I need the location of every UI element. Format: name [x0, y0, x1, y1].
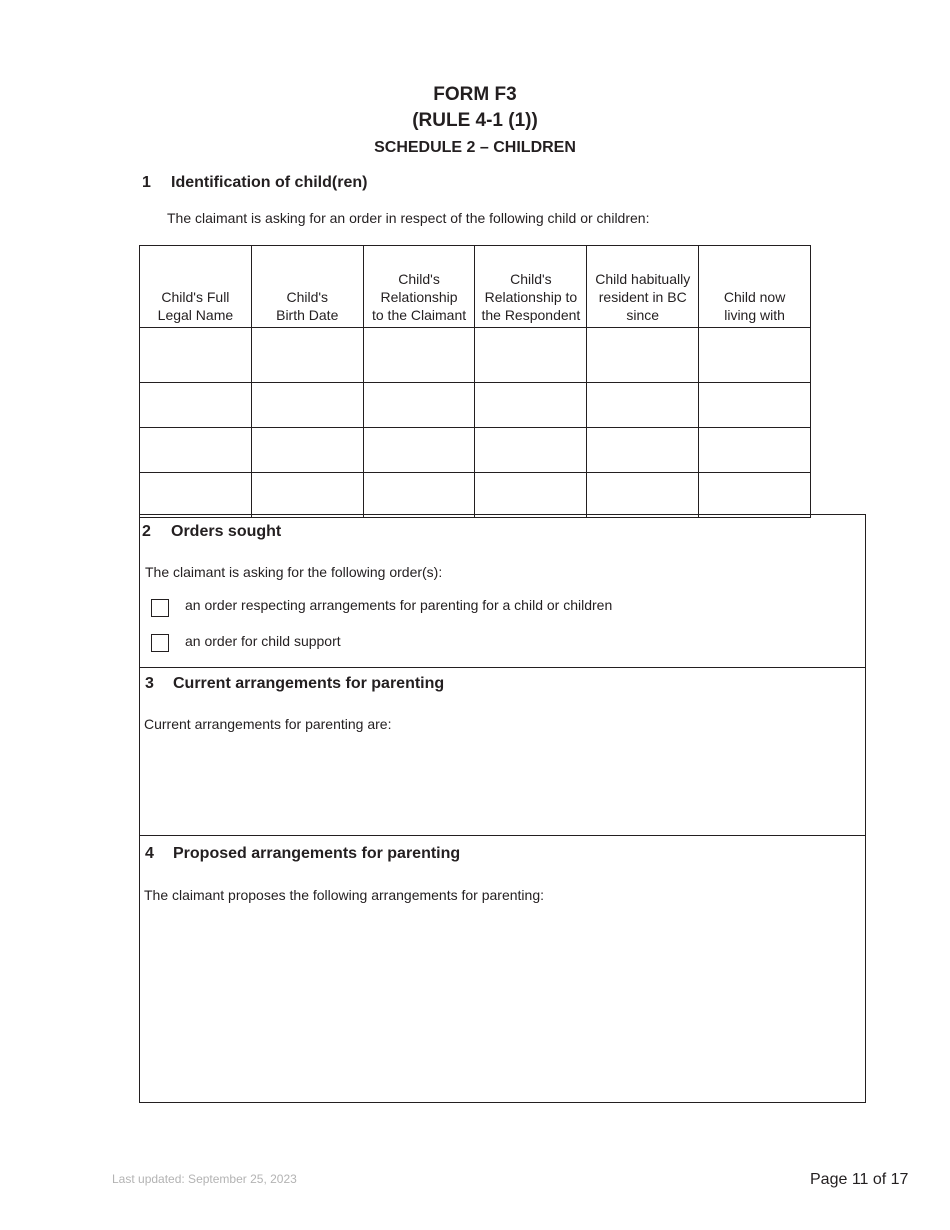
col-header-resident-since: Child habitually resident in BC since: [587, 246, 699, 328]
cell-birth-date[interactable]: [251, 473, 363, 518]
parenting-order-label: an order respecting arrangements for parenting for a child or children: [185, 597, 613, 613]
cell-relationship-claimant[interactable]: [363, 428, 475, 473]
cell-resident-since[interactable]: [587, 473, 699, 518]
cell-living-with[interactable]: [699, 428, 811, 473]
section1-intro: The claimant is asking for an order in respect of the following child or children:: [167, 210, 650, 226]
table-row: [140, 473, 811, 518]
section1-title: Identification of child(ren): [171, 174, 368, 191]
cell-full-legal-name[interactable]: [140, 383, 252, 428]
table-row: [140, 428, 811, 473]
table-row: [140, 383, 811, 428]
cell-birth-date[interactable]: [251, 428, 363, 473]
parenting-order-checkbox[interactable]: [151, 599, 169, 617]
cell-relationship-claimant[interactable]: [363, 328, 475, 383]
form-rule: (RULE 4-1 (1)): [412, 110, 538, 131]
cell-full-legal-name[interactable]: [140, 473, 252, 518]
col-header-full-legal-name: Child's Full Legal Name: [140, 246, 252, 328]
col-header-relationship-respondent: Child's Relationship to the Respondent: [475, 246, 587, 328]
section3-title: Current arrangements for parenting: [173, 675, 445, 692]
section1-number: 1: [142, 174, 151, 191]
child-support-label: an order for child support: [185, 633, 341, 649]
last-updated: Last updated: September 25, 2023: [112, 1172, 297, 1186]
table-row: [140, 328, 811, 383]
cell-birth-date[interactable]: [251, 328, 363, 383]
cell-resident-since[interactable]: [587, 328, 699, 383]
current-arrangements-field[interactable]: [144, 738, 860, 830]
cell-living-with[interactable]: [699, 328, 811, 383]
cell-full-legal-name[interactable]: [140, 428, 252, 473]
cell-relationship-respondent[interactable]: [475, 383, 587, 428]
page-number: Page 11 of 17: [810, 1171, 909, 1188]
cell-full-legal-name[interactable]: [140, 328, 252, 383]
proposed-arrangements-field[interactable]: [144, 910, 860, 1096]
section3-number: 3: [145, 675, 154, 692]
col-header-living-with: Child now living with: [699, 246, 811, 328]
cell-relationship-respondent[interactable]: [475, 473, 587, 518]
cell-birth-date[interactable]: [251, 383, 363, 428]
section4-title: Proposed arrangements for parenting: [173, 845, 461, 862]
cell-relationship-claimant[interactable]: [363, 383, 475, 428]
cell-relationship-respondent[interactable]: [475, 428, 587, 473]
section2-title: Orders sought: [171, 523, 282, 540]
section2-intro: The claimant is asking for the following order(s):: [145, 564, 443, 580]
schedule-title: SCHEDULE 2 – CHILDREN: [374, 139, 576, 156]
col-header-relationship-claimant: Child's Relationship to the Claimant: [363, 246, 475, 328]
child-support-checkbox[interactable]: [151, 634, 169, 652]
children-table: [139, 245, 811, 518]
cell-living-with[interactable]: [699, 383, 811, 428]
cell-resident-since[interactable]: [587, 383, 699, 428]
cell-living-with[interactable]: [699, 473, 811, 518]
cell-relationship-claimant[interactable]: [363, 473, 475, 518]
form-title: FORM F3: [433, 84, 517, 105]
section3-intro: Current arrangements for parenting are:: [144, 716, 392, 732]
cell-resident-since[interactable]: [587, 428, 699, 473]
table-header-row: [140, 246, 811, 328]
cell-relationship-respondent[interactable]: [475, 328, 587, 383]
section4-intro: The claimant proposes the following arrangements for parenting:: [144, 887, 544, 903]
section4-number: 4: [145, 845, 154, 862]
section2-number: 2: [142, 523, 151, 540]
col-header-birth-date: Child's Birth Date: [251, 246, 363, 328]
